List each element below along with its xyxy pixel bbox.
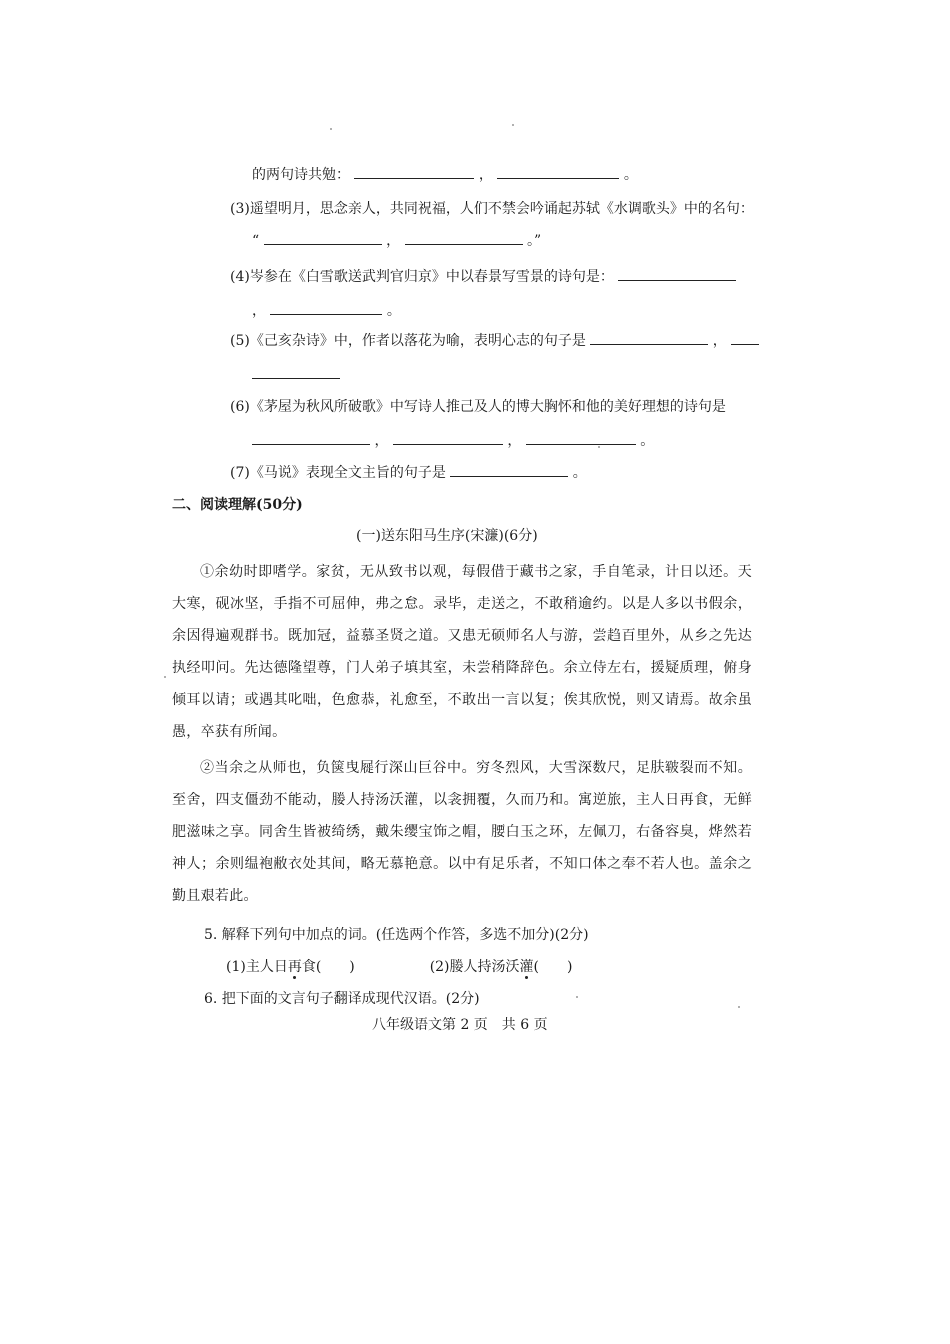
question-5-item-2[interactable] [430, 959, 573, 975]
paragraph-1-text: ①余幼时即嗜学。家贫，无从致书以观，每假借于藏书之家，手自笔录，计日以还。天大寒，砚冰坚，手指不可屈伸，弗之怠。录毕，走送之，不敢稍逾约。以是人多以书假余，余因得遍观群书。既加冠，益慕圣贤之道。又患无硕师名人与游，尝趋百里外，从乡之先达执经叩问。先达德隆望尊，门人弟子填其室，未尝稍降辞色。余立侍左右，援疑质理，俯身倾耳以请；或遇其叱咄，色愈恭，礼愈至，不敢出一言以复；俟其欣悦，则又请焉。故余虽愚，卒获有所闻。 [172, 564, 752, 740]
scan-speck [330, 128, 332, 130]
answer-blank[interactable] [590, 332, 708, 345]
passage-paragraph-2 [172, 752, 752, 912]
period-mark: 。 [386, 303, 401, 319]
section-heading [172, 496, 303, 514]
answer-blank[interactable] [264, 232, 382, 245]
answer-blank[interactable] [526, 432, 636, 445]
answer-blank[interactable] [497, 166, 619, 179]
question-7-poem-line [230, 464, 587, 482]
answer-blank[interactable] [270, 302, 382, 315]
comma-mark: ， [507, 433, 522, 449]
question-3-answer-line [252, 232, 541, 250]
answer-blank[interactable] [252, 432, 370, 445]
question-3-line [230, 200, 754, 218]
period-mark: 。 [572, 465, 587, 481]
answer-blank[interactable] [393, 432, 503, 445]
answer-blank[interactable] [405, 232, 523, 245]
item-1-prefix: (1)主人日 [226, 959, 288, 975]
item-2-dotted-word: 灌 [519, 959, 534, 975]
question-7-poem-text: (7)《马说》表现全文主旨的句子是 [230, 465, 446, 481]
question-5-poem-answer-line [252, 366, 340, 384]
question-3-text: (3)遥望明月，思念亲人，共同祝福，人们不禁会吟诵起苏轼《水调歌头》中的名句： [230, 201, 754, 217]
scan-speck [576, 996, 578, 998]
question-4-line [230, 268, 736, 286]
question-6-poem-line [230, 398, 726, 416]
item-1-suffix: 食( ) [301, 959, 355, 975]
scan-speck [164, 676, 166, 678]
page-footer-text: 八年级语文第 2 页 共 6 页 [372, 1017, 548, 1033]
passage-paragraph-1 [172, 556, 752, 748]
open-quote: “ [252, 233, 260, 249]
question-4-text: (4)岑参在《白雪歌送武判官归京》中以春景写雪景的诗句是： [230, 269, 614, 285]
period-mark: 。 [623, 167, 638, 183]
comma-mark: ， [478, 167, 493, 183]
question-5-text: 5. 解释下列句中加点的词。(任选两个作答，多选不加分)(2分) [204, 927, 589, 943]
passage-title [356, 527, 538, 545]
page-footer [372, 1016, 548, 1034]
question-5-item-1[interactable] [226, 959, 359, 975]
item-2-suffix: ( ) [533, 959, 573, 975]
poem-question-line-1 [252, 166, 638, 184]
item-1-dotted-word: 再 [287, 959, 302, 975]
question-6-text: 6. 把下面的文言句子翻译成现代汉语。(2分) [204, 991, 480, 1007]
question-5-poem-text: (5)《己亥杂诗》中，作者以落花为喻，表明心志的句子是 [230, 333, 586, 349]
answer-blank[interactable] [354, 166, 474, 179]
item-2-prefix: (2)媵人持汤沃 [429, 959, 520, 975]
scan-speck [512, 124, 514, 126]
question-4-answer-line [252, 302, 401, 320]
question-5-poem-line [230, 332, 759, 350]
answer-blank[interactable] [731, 332, 759, 345]
passage-title-text: (一)送东阳马生序(宋濂)(6分) [356, 528, 538, 544]
comma-mark: ， [712, 333, 727, 349]
answer-blank[interactable] [450, 464, 568, 477]
question-5 [204, 926, 589, 944]
paragraph-2-text: ②当余之从师也，负箧曳屣行深山巨谷中。穷冬烈风，大雪深数尺，足肤皲裂而不知。至舍，四支僵劲不能动，媵人持汤沃灌，以衾拥覆，久而乃和。寓逆旅，主人日再食，无鲜肥滋味之享。同舍生皆被绮绣，戴朱缨宝饰之帽，腰白玉之环，左佩刀，右备容臭，烨然若神人；余则缊袍敝衣处其间，略无慕艳意。以中有足乐者，不知口体之奉不若人也。盖余之勤且艰若此。 [172, 760, 752, 904]
comma-mark: ， [374, 433, 389, 449]
question-6-poem-answer-line [252, 432, 654, 450]
scan-speck [598, 446, 600, 448]
question-text: 的两句诗共勉： [252, 167, 350, 183]
comma-mark: ， [252, 303, 266, 319]
answer-blank[interactable] [252, 366, 340, 379]
question-6 [204, 990, 480, 1008]
section-heading-text: 二、阅读理解(50分) [172, 497, 303, 513]
answer-blank[interactable] [618, 268, 736, 281]
question-6-poem-text: (6)《茅屋为秋风所破歌》中写诗人推己及人的博大胸怀和他的美好理想的诗句是 [230, 399, 726, 415]
scan-speck [738, 1006, 740, 1008]
close-quote: 。” [526, 233, 542, 249]
comma-mark: ， [386, 233, 401, 249]
question-5-items [226, 958, 572, 976]
period-mark: 。 [640, 433, 655, 449]
